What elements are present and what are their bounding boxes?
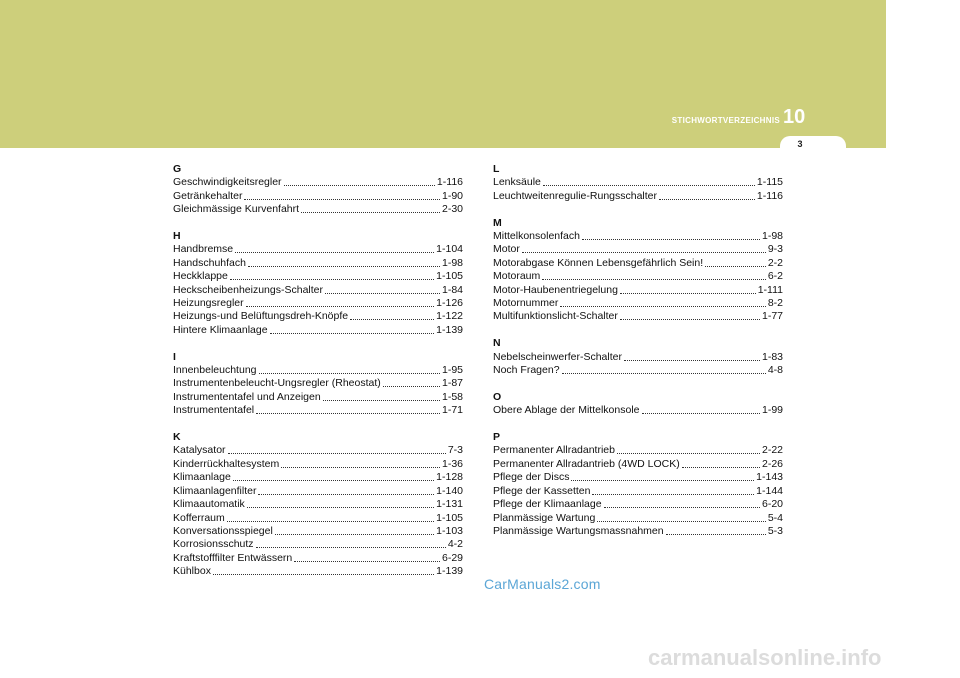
dot-leader	[248, 257, 440, 267]
section-letter: L	[493, 163, 500, 175]
index-entry[interactable]	[493, 230, 783, 243]
entry-term: Noch Fragen?	[493, 364, 560, 377]
dot-leader	[275, 525, 434, 535]
index-section	[173, 351, 463, 418]
entry-page: 2-2	[767, 256, 783, 269]
index-column-left	[173, 163, 463, 592]
index-section	[493, 217, 783, 324]
entry-term: Kinderrückhaltesystem	[173, 457, 280, 470]
dot-leader	[617, 444, 760, 454]
entry-page: 1-105	[436, 270, 463, 283]
dot-leader	[227, 512, 434, 522]
dot-leader	[281, 458, 440, 468]
dot-leader	[259, 364, 440, 374]
index-column-right	[493, 163, 783, 552]
dot-leader	[325, 284, 440, 294]
entry-term: Nebelscheinwerfer-Schalter	[493, 350, 622, 363]
entry-term: Motorabgase Können Lebensgefährlich Sein!	[493, 256, 704, 269]
entry-page: 1-139	[436, 323, 463, 336]
index-entry[interactable]	[173, 377, 463, 390]
entry-page: 1-58	[441, 390, 463, 403]
entry-page: 1-98	[441, 256, 463, 269]
index-entry[interactable]	[173, 512, 463, 525]
dot-leader	[235, 243, 434, 253]
index-entry[interactable]	[173, 552, 463, 565]
entry-term: Obere Ablage der Mittelkonsole	[493, 404, 640, 417]
dot-leader	[270, 324, 435, 334]
entry-term: Klimaanlage	[173, 471, 231, 484]
entry-term: Leuchtweitenregulie-Rungsschalter	[493, 189, 658, 202]
entry-page: 1-116	[436, 176, 463, 189]
section-letter: K	[173, 431, 181, 444]
index-section	[493, 163, 783, 203]
index-entry[interactable]	[173, 243, 463, 256]
index-entry[interactable]	[173, 498, 463, 511]
entry-term: Klimaautomatik	[173, 498, 245, 511]
dot-leader	[624, 351, 760, 361]
entry-term: Motor	[493, 243, 520, 256]
index-entry[interactable]	[493, 471, 783, 484]
dot-leader	[246, 297, 435, 307]
index-entry[interactable]	[493, 512, 783, 525]
index-entry[interactable]	[173, 310, 463, 323]
entry-page: 1-87	[441, 377, 463, 390]
entry-term: Mittelkonsolenfach	[493, 230, 580, 243]
entry-term: Katalysator	[173, 444, 226, 457]
index-entry[interactable]	[493, 485, 783, 498]
entry-page: 1-140	[436, 484, 463, 497]
entry-term: Permanenter Allradantrieb	[493, 444, 615, 457]
section-letter: H	[173, 230, 181, 243]
entry-term: Lenksäule	[493, 176, 541, 189]
entry-page: 1-131	[436, 498, 463, 511]
entry-page: 6-29	[441, 551, 463, 564]
index-entry[interactable]	[173, 364, 463, 377]
index-entry[interactable]	[493, 525, 783, 538]
entry-term: Handbremse	[173, 243, 234, 256]
index-entry[interactable]	[173, 391, 463, 404]
entry-page: 1-115	[756, 176, 783, 189]
index-section	[493, 337, 783, 377]
entry-page: 6-2	[767, 270, 783, 283]
entry-page: 2-26	[761, 457, 783, 470]
chapter-label: STICHWORTVERZEICHNIS	[671, 116, 780, 125]
chapter-number: 10	[783, 106, 806, 128]
entry-term: Kofferraum	[173, 511, 225, 524]
index-entry[interactable]	[493, 176, 783, 189]
index-entry[interactable]	[173, 203, 463, 216]
index-entry[interactable]	[493, 243, 783, 256]
dot-leader	[543, 176, 755, 186]
section-letter: G	[173, 163, 182, 175]
dot-leader	[522, 243, 766, 253]
dot-leader	[350, 310, 434, 320]
dot-leader	[562, 364, 766, 374]
entry-page: 1-77	[761, 310, 783, 323]
entry-page: 1-84	[441, 283, 463, 296]
dot-leader	[582, 230, 760, 240]
entry-page: 1-103	[436, 524, 463, 537]
dot-leader	[620, 284, 756, 294]
index-entry[interactable]	[173, 565, 463, 578]
index-entry[interactable]	[493, 458, 783, 471]
index-entry[interactable]	[173, 270, 463, 283]
index-entry[interactable]	[493, 297, 783, 310]
dot-leader	[383, 377, 440, 387]
dot-leader	[323, 391, 440, 401]
section-letter: I	[173, 350, 176, 363]
dot-leader	[659, 190, 755, 200]
entry-term: Planmässige Wartung	[493, 511, 596, 524]
index-entry[interactable]	[173, 190, 463, 203]
entry-term: Getränkehalter	[173, 189, 243, 202]
entry-term: Klimaanlagenfilter	[173, 484, 257, 497]
dot-leader	[682, 458, 760, 468]
entry-page: 5-4	[767, 511, 783, 524]
entry-term: Motoraum	[493, 270, 541, 283]
dot-leader	[542, 270, 766, 280]
entry-page: 5-3	[767, 524, 783, 537]
entry-term: Permanenter Allradantrieb (4WD LOCK)	[493, 457, 680, 470]
entry-term: Gleichmässige Kurvenfahrt	[173, 203, 300, 216]
dot-leader	[666, 525, 766, 535]
index-section	[493, 391, 783, 418]
index-entry[interactable]	[493, 190, 783, 203]
index-entry[interactable]	[493, 351, 783, 364]
entry-page: 4-2	[447, 538, 463, 551]
dot-leader	[642, 404, 760, 414]
dot-leader	[604, 498, 760, 508]
entry-term: Heckklappe	[173, 270, 228, 283]
watermark-carmanuals2[interactable]: CarManuals2.com	[484, 576, 601, 592]
index-entry[interactable]	[173, 297, 463, 310]
index-section	[173, 431, 463, 578]
dot-leader	[301, 203, 440, 213]
entry-page: 1-90	[441, 189, 463, 202]
section-letter: N	[493, 337, 501, 350]
entry-page: 1-71	[441, 404, 463, 417]
index-section	[493, 431, 783, 538]
entry-term: Kraftstofffilter Entwässern	[173, 551, 293, 564]
dot-leader	[247, 498, 434, 508]
entry-page: 1-144	[756, 484, 783, 497]
index-entry[interactable]	[173, 257, 463, 270]
dot-leader	[705, 257, 766, 267]
entry-term: Heckscheibenheizungs-Schalter	[173, 283, 323, 296]
index-entry[interactable]	[493, 404, 783, 417]
index-entry[interactable]	[173, 458, 463, 471]
entry-term: Hintere Klimaanlage	[173, 323, 268, 336]
entry-term: Korrosionsschutz	[173, 538, 254, 551]
entry-page: 1-128	[436, 471, 463, 484]
entry-term: Kühlbox	[173, 565, 211, 578]
entry-term: Instrumentenbeleucht-Ungsregler (Rheostat)	[173, 377, 381, 390]
entry-page: 1-111	[757, 283, 783, 296]
index-section	[173, 230, 463, 337]
entry-page: 1-36	[441, 457, 463, 470]
index-entry[interactable]	[493, 310, 783, 323]
section-letter: M	[493, 216, 502, 229]
entry-page: 1-105	[436, 511, 463, 524]
index-entry[interactable]	[493, 498, 783, 511]
entry-term: Heizungsregler	[173, 297, 244, 310]
entry-page: 6-20	[761, 498, 783, 511]
index-entry[interactable]	[493, 257, 783, 270]
index-entry[interactable]	[173, 444, 463, 457]
section-letter: P	[493, 431, 501, 444]
dot-leader	[256, 404, 440, 414]
entry-page: 4-8	[767, 364, 783, 377]
index-entry[interactable]	[173, 284, 463, 297]
dot-leader	[256, 538, 446, 548]
dot-leader	[213, 565, 434, 575]
entry-term: Motor-Haubenentriegelung	[493, 283, 618, 296]
entry-term: Multifunktionslicht-Schalter	[493, 310, 618, 323]
entry-page: 1-104	[436, 243, 463, 256]
index-entry[interactable]	[173, 485, 463, 498]
index-entry[interactable]	[173, 176, 463, 189]
dot-leader	[230, 270, 434, 280]
entry-page: 1-116	[756, 189, 783, 202]
entry-page: 9-3	[767, 243, 783, 256]
entry-term: Pflege der Klimaanlage	[493, 498, 602, 511]
entry-page: 1-126	[436, 297, 463, 310]
entry-page: 2-22	[761, 444, 783, 457]
dot-leader	[244, 190, 440, 200]
page-number: 3	[797, 139, 803, 149]
entry-page: 1-83	[761, 350, 783, 363]
watermark-carmanualsonline[interactable]: carmanualsonline.info	[648, 645, 882, 670]
index-entry[interactable]	[493, 284, 783, 297]
index-entry[interactable]	[493, 270, 783, 283]
entry-page: 1-122	[436, 310, 463, 323]
dot-leader	[228, 444, 446, 454]
entry-page: 1-95	[441, 364, 463, 377]
index-entry[interactable]	[173, 471, 463, 484]
entry-page: 7-3	[447, 444, 463, 457]
entry-page: 1-143	[756, 471, 783, 484]
dot-leader	[592, 485, 754, 495]
dot-leader	[571, 471, 754, 481]
dot-leader	[597, 512, 765, 522]
entry-term: Instrumententafel und Anzeigen	[173, 390, 321, 403]
entry-term: Handschuhfach	[173, 256, 246, 269]
entry-page: 8-2	[767, 297, 783, 310]
entry-page: 2-30	[441, 203, 463, 216]
entry-term: Konversationsspiegel	[173, 524, 273, 537]
dot-leader	[560, 297, 765, 307]
entry-term: Pflege der Kassetten	[493, 484, 591, 497]
entry-term: Motornummer	[493, 297, 559, 310]
index-section	[173, 163, 463, 217]
entry-page: 1-98	[761, 230, 783, 243]
entry-term: Innenbeleuchtung	[173, 364, 257, 377]
dot-leader	[258, 485, 434, 495]
entry-term: Pflege der Discs	[493, 471, 570, 484]
entry-page: 1-139	[436, 565, 463, 578]
dot-leader	[620, 310, 760, 320]
index-entry[interactable]	[493, 364, 783, 377]
index-entry[interactable]	[493, 444, 783, 457]
index-entry[interactable]	[173, 538, 463, 551]
index-entry[interactable]	[173, 404, 463, 417]
dot-leader	[233, 471, 434, 481]
entry-term: Instrumententafel	[173, 404, 255, 417]
entry-term: Heizungs-und Belüftungsdreh-Knöpfe	[173, 310, 349, 323]
index-entry[interactable]	[173, 324, 463, 337]
entry-term: Geschwindigkeitsregler	[173, 176, 282, 189]
entry-page: 1-99	[761, 404, 783, 417]
header-band	[0, 0, 886, 148]
entry-term: Planmässige Wartungsmassnahmen	[493, 524, 664, 537]
section-letter: O	[493, 390, 502, 403]
index-entry[interactable]	[173, 525, 463, 538]
dot-leader	[284, 176, 435, 186]
dot-leader	[294, 552, 440, 562]
